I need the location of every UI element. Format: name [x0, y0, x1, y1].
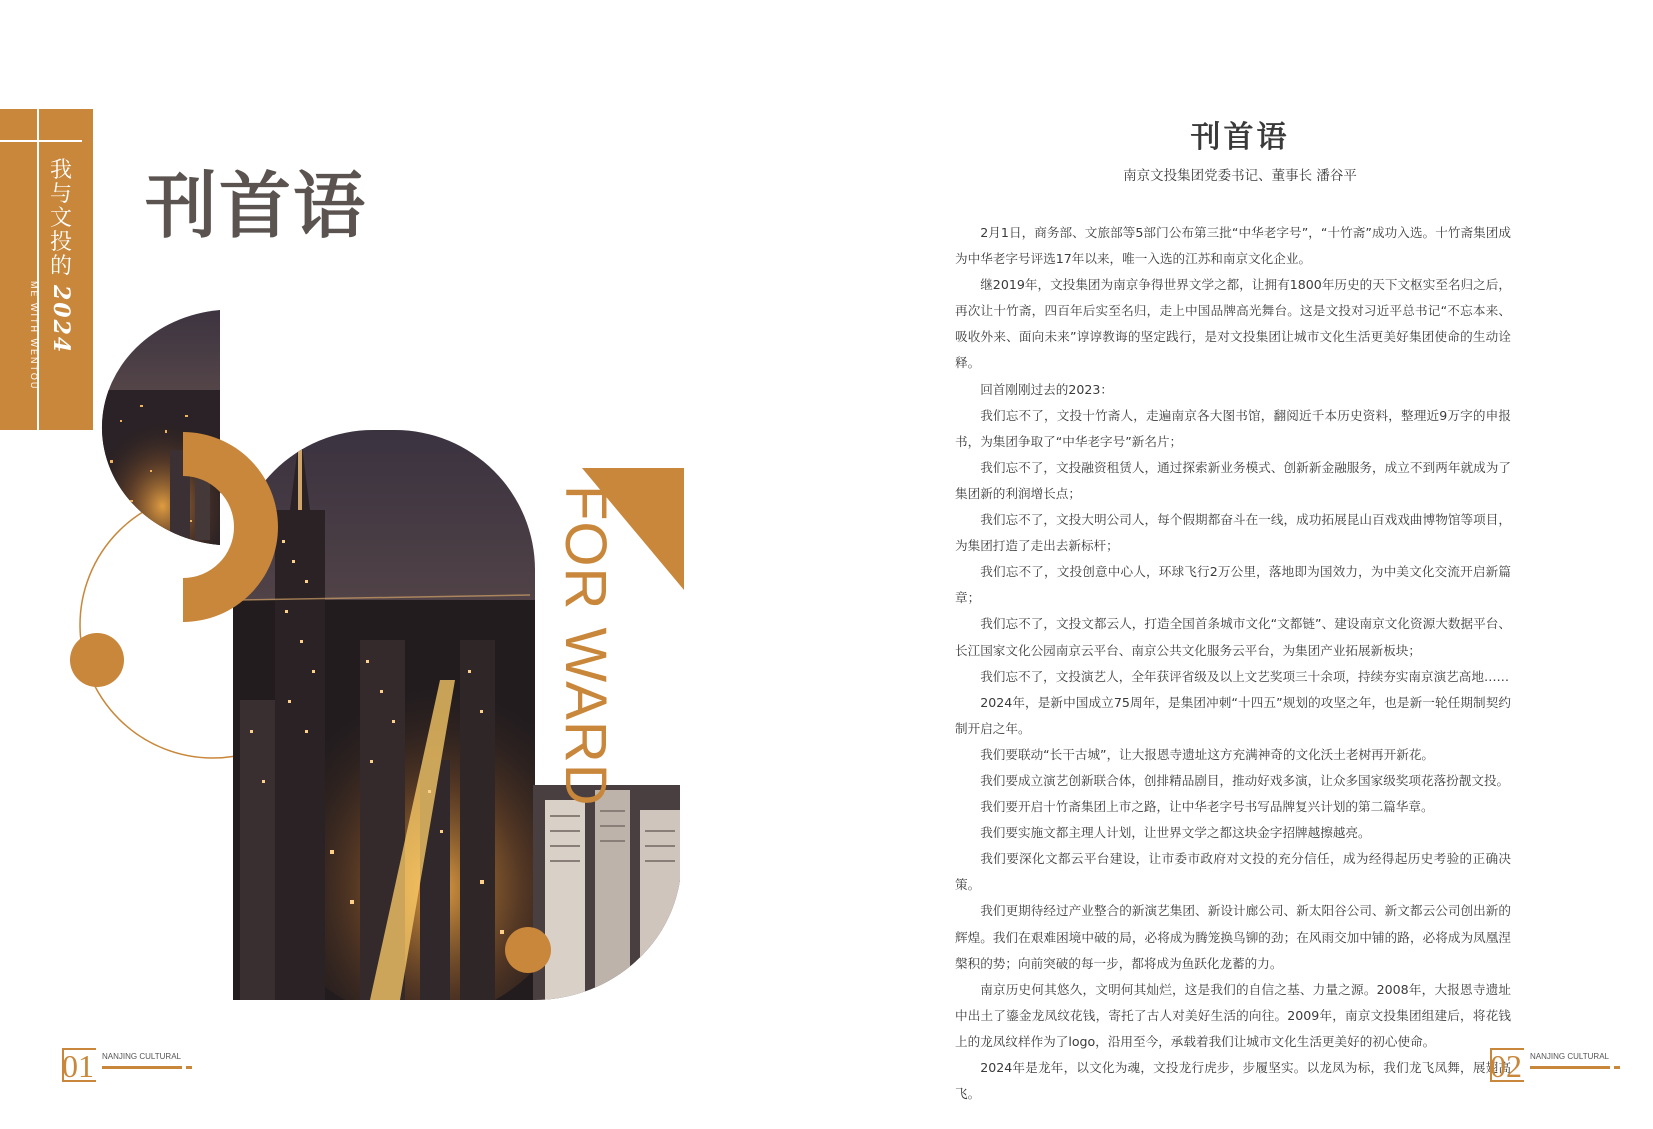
article-paragraph: 我们忘不了，文投十竹斋人，走遍南京各大图书馆，翻阅近千本历史资料，整理近9万字的申报书，为集团争取了“中华老字号”新名片；: [955, 407, 1511, 449]
article-paragraph: 我们更期待经过产业整合的新演艺集团、新设计廊公司、新太阳谷公司、新文都云公司创出新的辉煌。我们在艰难困境中破的局，必将成为腾笼换鸟铆的劲；在风雨交加中铺的路，必将成为凤凰涅槃积的势；向前突破的每一步，都将成为鱼跃化龙蓄的力。: [955, 903, 1511, 971]
brand-text: NANJING CULTURAL: [102, 1052, 181, 1061]
page-number-left: [62, 1048, 181, 1084]
decor-dot-bottom: [505, 927, 551, 973]
article-paragraph: 我们忘不了，文投文都云人，打造全国首条城市文化“文都链”、建设南京文化资源大数据平台、长江国家文化公园南京云平台、南京公共文化服务云平台，为集团产业拓展新板块；: [955, 616, 1511, 658]
side-title-char: 投: [49, 230, 72, 255]
page-number: 01: [62, 1048, 94, 1084]
article-paragraph: 我们忘不了，文投大明公司人，每个假期都奋斗在一线，成功拓展昆山百戏戏曲博物馆等项目，为集团打造了走出去新标杆；: [955, 512, 1511, 554]
article-paragraph: 2024年，是新中国成立75周年，是集团冲刺“十四五”规划的攻坚之年，也是新一轮任期制契约制开启之年。: [955, 694, 1511, 736]
article-body: [955, 220, 1511, 1107]
page-number: 02: [1490, 1048, 1522, 1084]
article-paragraph: 我们要成立演艺创新联合体，创排精品剧目，推动好戏多演，让众多国家级奖项花落扮靓文投。: [980, 772, 1510, 788]
city-photo-lower-right: [530, 780, 685, 1005]
side-title-char: 文: [49, 206, 72, 231]
page-number-right: [1490, 1048, 1609, 1084]
brand-underline: [102, 1066, 182, 1069]
decor-dot-left: [70, 633, 124, 687]
article-author: 南京文投集团党委书记、董事长 潘谷平: [1123, 168, 1357, 184]
page-number-frame: [1490, 1048, 1524, 1082]
article-paragraph: 我们忘不了，文投演艺人，全年获评省级及以上文艺奖项三十余项，持续夯实南京演艺高地……: [980, 668, 1510, 684]
article-paragraph: 我们忘不了，文投融资租赁人，通过探索新业务模式、创新新金融服务，成立不到两年就成为了集团新的利润增长点；: [955, 459, 1511, 501]
side-tab-year: 2024: [48, 285, 74, 355]
side-title-char: 的: [49, 254, 72, 279]
forward-vertical-text: FOR WARD: [553, 485, 618, 807]
side-tab-subtitle: ME WITH WENTOU: [29, 281, 39, 391]
side-title-char: 我: [49, 158, 72, 183]
city-photo-small: [80, 300, 230, 560]
brand-underline: [1530, 1066, 1610, 1069]
article-paragraph: 2024年是龙年，以文化为魂，文投龙行虎步，步履坚实。以龙凤为标，我们龙飞凤舞，展翅高飞。: [955, 1060, 1511, 1102]
article-paragraph: 南京历史何其悠久，文明何其灿烂，这是我们的自信之基、力量之源。2008年，大报恩寺遗址中出土了鎏金龙凤纹花钱，寄托了古人对美好生活的向往。2009年，南京文投集团组建后，将花钱上的龙凤纹样作为了logo，沿用至今，承载着我们让城市文化生活更美好的初心使命。: [955, 981, 1511, 1049]
brand-text: NANJING CULTURAL: [1530, 1052, 1609, 1061]
article-title: 刊首语: [1190, 120, 1290, 155]
side-title-char: 与: [49, 182, 72, 207]
article-paragraph: 我们要深化文都云平台建设，让市委市政府对文投的充分信任，成为经得起历史考验的正确决策。: [955, 851, 1511, 893]
article-paragraph: 继2019年，文投集团为南京争得世界文学之都，让拥有1800年历史的天下文枢实至名归之后，再次让十竹斋，四百年后实至名归，走上中国品牌高光舞台。这是文投对习近平总书记“不忘本来、吸收外来、面向未来”谆谆教诲的坚定践行，是对文投集团让城市文化生活更美好集团使命的生动诠释。: [955, 277, 1511, 371]
article-paragraph: 回首刚刚过去的2023：: [980, 381, 1113, 397]
city-night-collage: [0, 0, 760, 1100]
article-paragraph: 我们要实施文都主理人计划，让世界文学之都这块金字招牌越擦越亮。: [980, 825, 1371, 841]
article-paragraph: 我们要开启十竹斋集团上市之路，让中华老字号书写品牌复兴计划的第二篇华章。: [980, 799, 1434, 815]
article-paragraph: 2月1日，商务部、文旅部等5部门公布第三批“中华老字号”，“十竹斋”成功入选。十竹斋集团成为中华老字号评选17年以来，唯一入选的江苏和南京文化企业。: [955, 225, 1511, 267]
brand-underline-tail: [1614, 1066, 1620, 1069]
brand-underline-tail: [186, 1066, 192, 1069]
article-paragraph: 我们要联动“长干古城”，让大报恩寺遗址这方充满神奇的文化沃土老树再开新花。: [980, 746, 1435, 762]
page-number-frame: [62, 1048, 96, 1082]
article-paragraph: 我们忘不了，文投创意中心人，环球飞行2万公里，落地即为国效力，为中美文化交流开启新篇章；: [955, 564, 1511, 606]
page-title: 刊首语: [145, 163, 368, 248]
